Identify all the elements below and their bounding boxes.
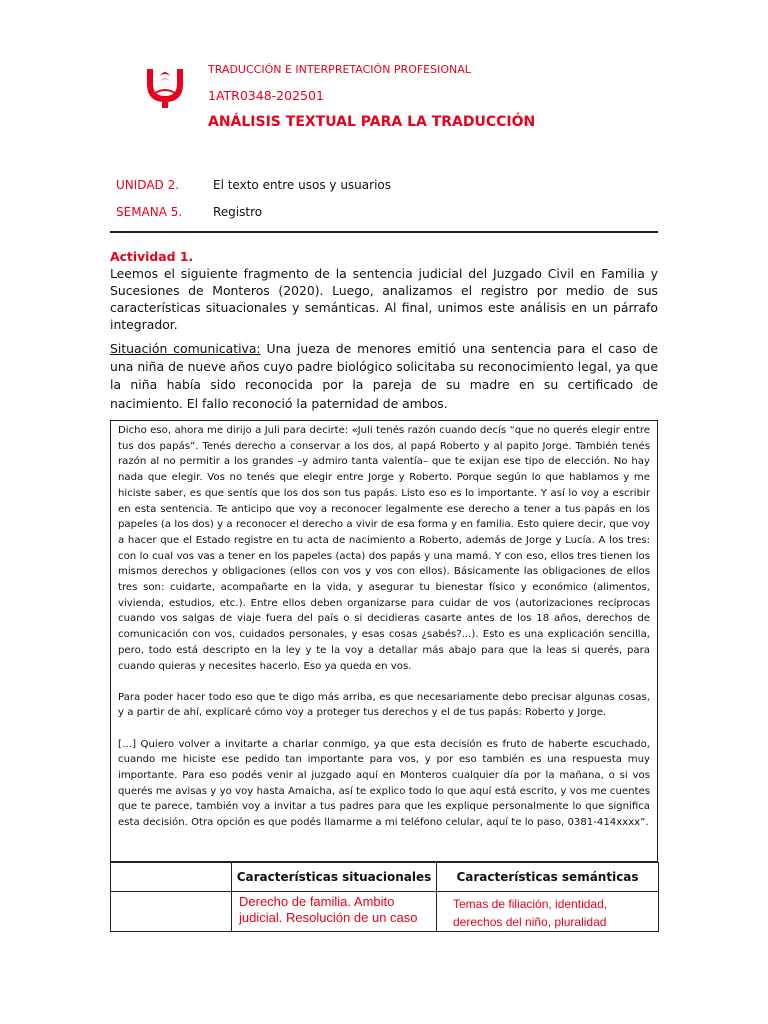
program-name: TRADUCCIÓN E INTERPRETACIÓN PROFESIONAL (208, 63, 471, 76)
course-title: ANÁLISIS TEXTUAL PARA LA TRADUCCIÓN (208, 114, 536, 130)
semantic-answer-cell[interactable]: Temas de filiación, identidad, derechos del niño, pluralidad (437, 892, 659, 932)
course-code: 1ATR0348-202501 (208, 88, 324, 103)
situation-label: Situación comunicativa: (110, 341, 261, 356)
excerpt-paragraph: […] Quiero volver a invitarte a charlar conmigo, ya que esta decisión es fruto de haberte escuchado, cuando me hiciste ese pedido tan importante para vos, y por eso también es una respuesta muy importante. Para eso podés venir al juzgado aquí en Monteros cualquier día por la mañana, o si vos querés me avisas y yo voy hasta Amaicha, así te explico todo lo que aquí está escrito, y vos me cuentes que te parece, también voy a invitar a tus padres para que les explique personalmente lo que significa esta decisión. Otra opción es que podés llamarme a mi teléfono celular, aquí te lo paso, 0381-414xxxx”. (118, 738, 650, 829)
analysis-table (110, 862, 659, 932)
unit-label: UNIDAD 2. (116, 178, 180, 192)
unit-value: El texto entre usos y usuarios (213, 178, 391, 192)
judgment-excerpt (110, 420, 658, 862)
table-header-row (111, 863, 659, 892)
activity-section (110, 248, 658, 333)
week-value: Registro (213, 205, 263, 219)
communicative-situation (110, 340, 658, 413)
university-logo-icon (133, 64, 197, 112)
table-row-label[interactable] (111, 892, 232, 932)
section-divider (110, 231, 658, 233)
activity-instructions: Leemos el siguiente fragmento de la sentencia judicial del Juzgado Civil en Familia y Sucesiones de Monteros (2020). Luego, analizamos el registro por medio de sus características situacionales y semánticas. Al final, unimos este análisis en un párrafo integrador. (110, 266, 658, 332)
table-header-empty (111, 863, 232, 892)
situational-answer-cell[interactable]: Derecho de familia. Ambito judicial. Resolución de un caso (232, 892, 437, 932)
table-row (111, 892, 659, 932)
excerpt-paragraph: Dicho eso, ahora me dirijo a Juli para decirte: «Juli tenés razón cuando decís “que no querés elegir entre tus dos papás”. Tenés derecho a conservar a los dos, al papá Roberto y al papito Jorge. También tenés razón al no permitir a los grandes –y admiro tanta valentía– que te exijan ese tipo de elección. No hay nada que elegir. Vos no tenés que elegir entre Jorge y Roberto. Porque según lo que hablamos y me hiciste saber, es que sentís que los dos son tus papás. Listo eso es lo importante. Y así lo voy a escribir en esta sentencia. Te anticipo que voy a reconocer legalmente ese derecho a tener a tus papás en los papeles (a los dos) y a reconocer el derecho a vivir de esa forma y en familia. Esto quiere decir, que voy a hacer que el Estado registre en tu acta de nacimiento a Roberto, además de Jorge y Lucía. A los tres: con lo cual vos vas a tener en los papeles (acta) dos papás y una mamá. Y con eso, ellos tres tienen los mismos derechos y obligaciones (ellos con vos y vos con ellos). Básicamente las obligaciones de ellos tres son: cuidarte, acompañarte en la vida, y asegurar tu bienestar físico y económico (alimentos, vivienda, estudios, etc.). Entre ellos deben organizarse para cuidar de vos (autorizaciones recíprocas cuando vos salgas de viaje fuera del país o si decidieras casarte antes de los 18 años, derechos de comunicación con vos, cuidados personales, y esas cosas ¿sabés?...). Esto es una explicación sencilla, pero, todo está descripto en la ley y te la voy a detallar más abajo para que la leas si querés, para cuando quieras y necesites hacerlo. Eso ya queda en vos. (118, 425, 650, 672)
excerpt-paragraph: Para poder hacer todo eso que te digo más arriba, es que necesariamente debo precisar algunas cosas, y a partir de ahí, explicaré cómo voy a proteger tus derechos y el de tus papás: Roberto y Jorge. (118, 691, 650, 719)
situation-text: Una jueza de menores emitió una sentencia para el caso de una niña de nueve años cuyo padre biológico solicitaba su reconocimiento legal, ya que la niña había sido reconocida por la pareja de su madre en su certificado de nacimiento. El fallo reconoció la paternidad de ambos. (110, 341, 658, 411)
activity-title: Actividad 1. (110, 249, 194, 264)
table-header-semantic: Características semánticas (437, 863, 659, 892)
week-label: SEMANA 5. (116, 205, 183, 219)
table-header-situational: Características situacionales (232, 863, 437, 892)
